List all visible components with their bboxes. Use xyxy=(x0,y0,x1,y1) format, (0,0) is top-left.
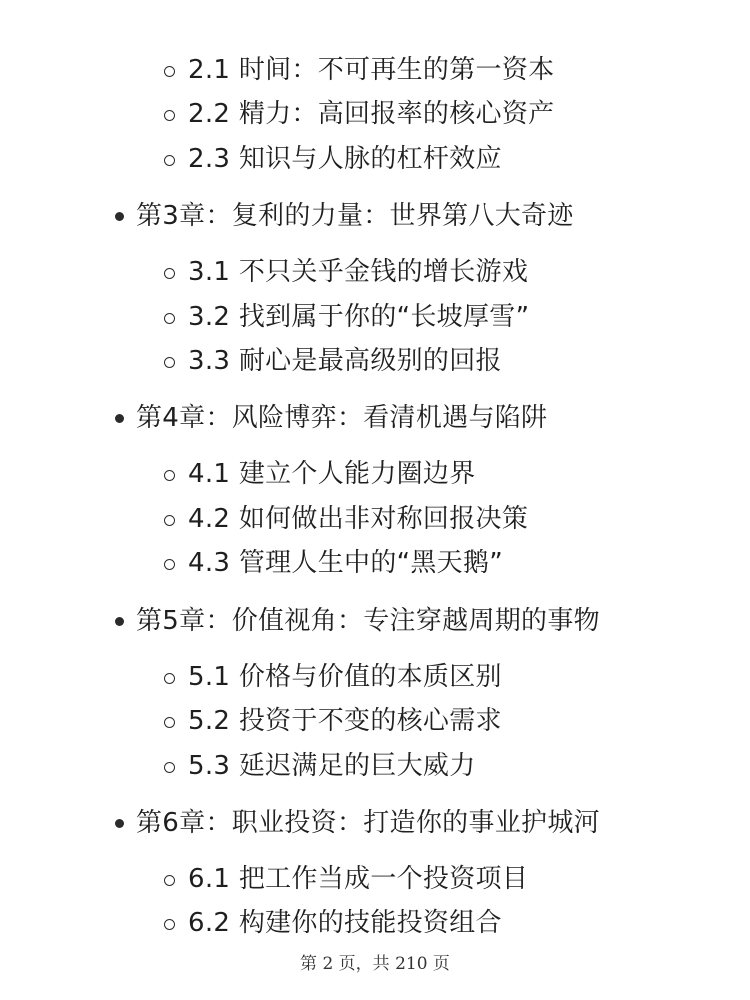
toc-section-3-3 xyxy=(188,343,502,379)
hollow-bullet-icon xyxy=(164,155,175,166)
page-number-footer: 第 2 页，共 210 页 xyxy=(300,954,450,974)
hollow-bullet-icon xyxy=(164,313,175,324)
toc-section-2-2 xyxy=(188,96,554,132)
hollow-bullet-icon xyxy=(164,470,175,481)
hollow-bullet-icon xyxy=(164,559,175,570)
filled-bullet-icon xyxy=(115,414,124,423)
filled-bullet-icon xyxy=(115,617,124,626)
hollow-bullet-icon xyxy=(164,515,175,526)
toc-entry-text: 4.2 如何做出非对称回报决策 xyxy=(188,504,529,534)
toc-section-6-1 xyxy=(188,861,528,897)
toc-section-3-1 xyxy=(188,254,528,290)
toc-entry-text: 4.1 建立个人能力圈边界 xyxy=(188,459,476,489)
toc-entry-text: 5.2 投资于不变的核心需求 xyxy=(188,706,502,736)
filled-bullet-icon xyxy=(115,212,124,221)
toc-section-2-3 xyxy=(188,141,502,177)
toc-section-4-1 xyxy=(188,456,476,492)
toc-section-5-3 xyxy=(188,748,476,784)
hollow-bullet-icon xyxy=(164,357,175,368)
hollow-bullet-icon xyxy=(164,717,175,728)
toc-chapter-6 xyxy=(136,805,600,841)
toc-section-5-1 xyxy=(188,659,502,695)
toc-entry-text: 3.3 耐心是最高级别的回报 xyxy=(188,346,502,376)
toc-chapter-5 xyxy=(136,603,600,639)
toc-entry-text: 5.1 价格与价值的本质区别 xyxy=(188,662,502,692)
toc-entry-text: 3.2 找到属于你的“长坡厚雪” xyxy=(188,302,530,332)
hollow-bullet-icon xyxy=(164,673,175,684)
toc-section-4-2 xyxy=(188,501,528,537)
toc-entry-text: 6.2 构建你的技能投资组合 xyxy=(188,908,502,938)
hollow-bullet-icon xyxy=(164,875,175,886)
toc-entry-text: 5.3 延迟满足的巨大威力 xyxy=(188,751,476,781)
toc-chapter-4 xyxy=(136,400,547,436)
hollow-bullet-icon xyxy=(164,919,175,930)
hollow-bullet-icon xyxy=(164,110,175,121)
toc-entry-text: 6.1 把工作当成一个投资项目 xyxy=(188,864,529,894)
toc-section-5-2 xyxy=(188,703,502,739)
hollow-bullet-icon xyxy=(164,268,175,279)
toc-section-4-3 xyxy=(188,545,503,581)
toc-section-2-1 xyxy=(188,52,554,88)
toc-entry-text: 3.1 不只关乎金钱的增长游戏 xyxy=(188,257,529,287)
toc-entry-text: 第5章：价值视角：专注穿越周期的事物 xyxy=(136,606,600,636)
toc-entry-text: 2.2 精力：高回报率的核心资产 xyxy=(188,99,555,129)
hollow-bullet-icon xyxy=(164,762,175,773)
toc-entry-text: 2.3 知识与人脉的杠杆效应 xyxy=(188,144,502,174)
toc-chapter-3 xyxy=(136,198,574,234)
filled-bullet-icon xyxy=(115,819,124,828)
toc-entry-text: 第3章：复利的力量：世界第八大奇迹 xyxy=(136,201,574,231)
toc-section-3-2 xyxy=(188,299,529,335)
hollow-bullet-icon xyxy=(164,66,175,77)
toc-entry-text: 第6章：职业投资：打造你的事业护城河 xyxy=(136,808,600,838)
toc-entry-text: 第4章：风险博弈：看清机遇与陷阱 xyxy=(136,403,548,433)
toc-section-6-2 xyxy=(188,905,502,941)
toc-entry-text: 4.3 管理人生中的“黑天鹅” xyxy=(188,548,504,578)
toc-entry-text: 2.1 时间：不可再生的第一资本 xyxy=(188,55,555,85)
